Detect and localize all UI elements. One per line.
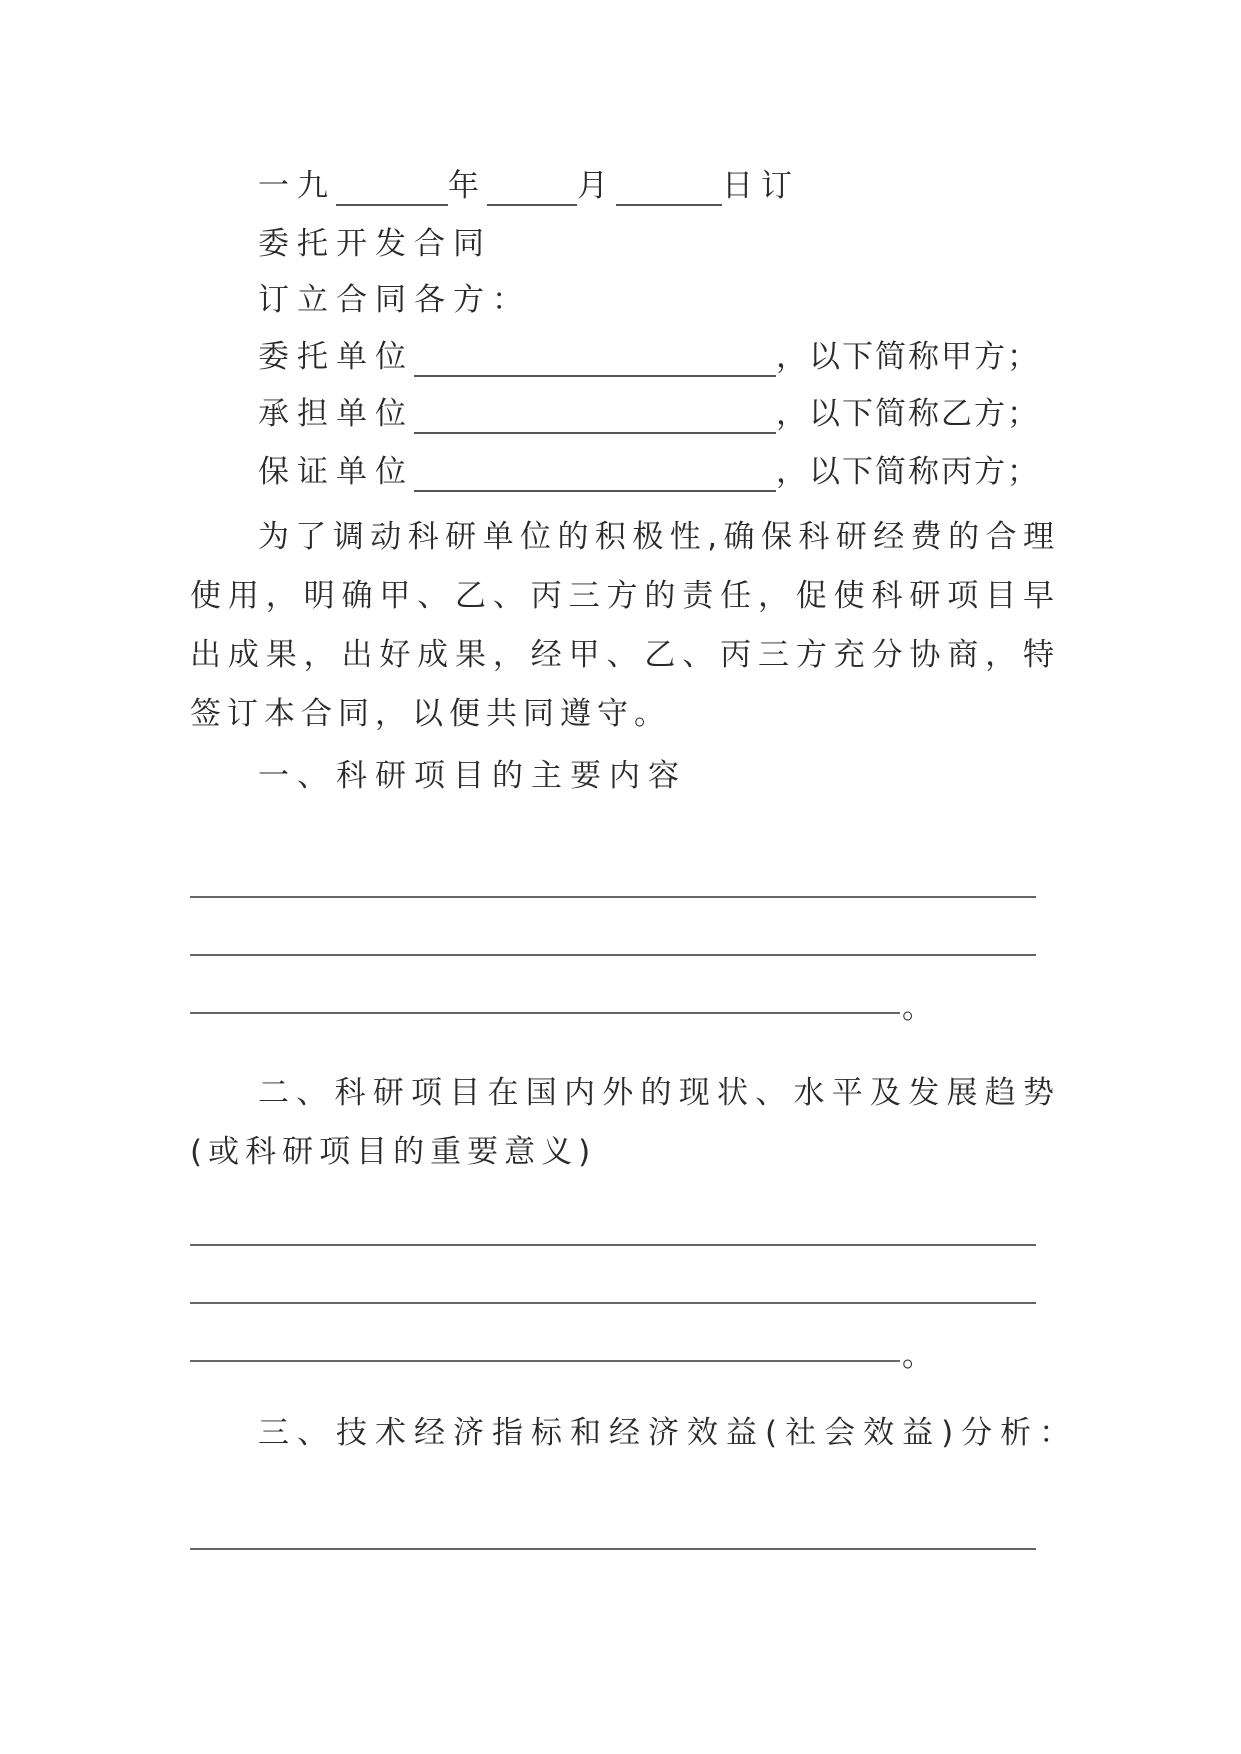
month-label: 月 <box>577 168 616 204</box>
party-b-blank[interactable] <box>414 432 776 434</box>
section-3-heading: 三、技术经济指标和经济效益(社会效益)分析： <box>258 1415 1079 1451</box>
day-label: 日订 <box>722 168 800 204</box>
party-a-blank[interactable] <box>414 375 776 377</box>
party-line-b <box>0 384 1241 444</box>
party-label: 委托单位 <box>258 339 414 375</box>
section-2-end-mark: 。 <box>902 1338 933 1374</box>
preamble-paragraph: 为了调动科研单位的积极性,确保科研经费的合理使用，明确甲、乙、丙三方的责任，促使科研项目早出成果，出好成果，经甲、乙、丙三方充分协商，特签订本合同，以便共同遵守。 <box>190 519 1060 732</box>
party-label: 承担单位 <box>258 396 414 432</box>
section-1-end-mark: 。 <box>902 990 933 1026</box>
date-prefix: 一九 <box>258 168 336 204</box>
section-2-fill-line[interactable] <box>190 1244 1036 1246</box>
party-suffix: ，以下简称甲方； <box>776 339 1040 375</box>
section-1-fill-line[interactable] <box>190 1012 900 1014</box>
section-2-fill-line[interactable] <box>190 1302 1036 1304</box>
party-c-blank[interactable] <box>414 490 776 492</box>
party-line-c <box>0 442 1241 502</box>
contract-title: 委托开发合同 <box>258 226 492 262</box>
section-1-fill-line[interactable] <box>190 954 1036 956</box>
party-label: 保证单位 <box>258 454 414 490</box>
party-suffix: ，以下简称乙方； <box>776 396 1040 432</box>
party-line-a <box>0 327 1241 387</box>
section-3-fill-line[interactable] <box>190 1548 1036 1550</box>
year-blank[interactable] <box>336 204 448 206</box>
section-1-fill-line[interactable] <box>190 896 1036 898</box>
day-blank[interactable] <box>616 204 722 206</box>
section-1-heading: 一、科研项目的主要内容 <box>258 758 687 794</box>
parties-heading: 订立合同各方： <box>258 282 531 318</box>
date-line <box>0 156 1241 216</box>
month-blank[interactable] <box>487 204 577 206</box>
section-2-fill-line[interactable] <box>190 1360 900 1362</box>
party-suffix: ，以下简称丙方； <box>776 454 1040 490</box>
year-label: 年 <box>448 168 487 204</box>
section-2-heading: 二、科研项目在国内外的现状、水平及发展趋势(或科研项目的重要意义) <box>190 1075 1060 1170</box>
